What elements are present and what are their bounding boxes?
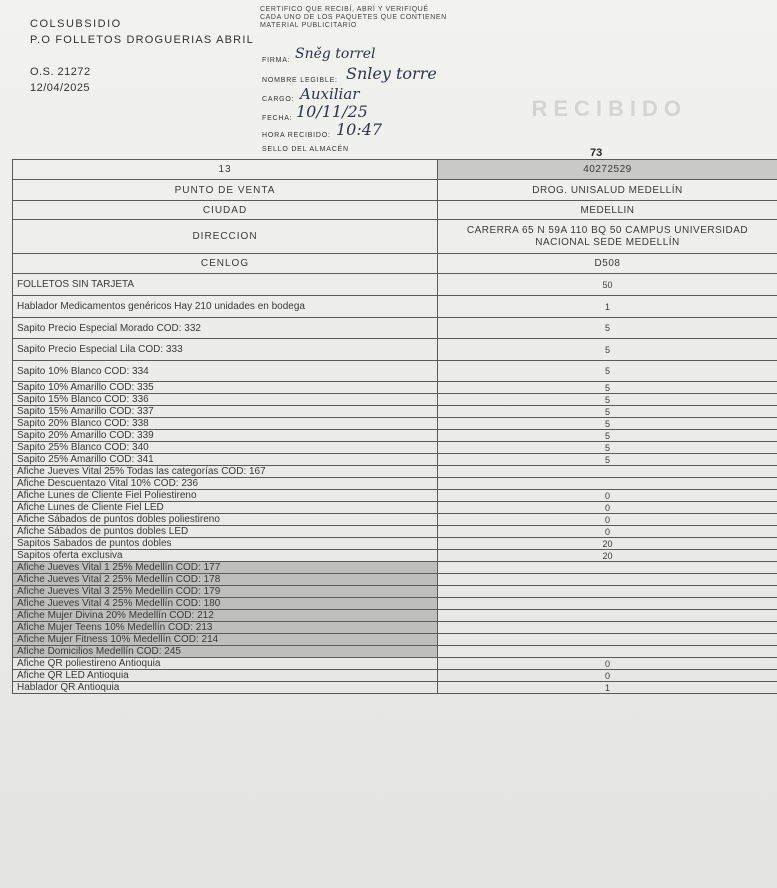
item-name: Sapito 25% Amarillo COD: 341 <box>13 454 438 466</box>
item-name: Afiche Sábados de puntos dobles LED <box>13 526 438 538</box>
nombre-label: NOMBRE LEGIBLE: <box>262 77 338 84</box>
table-row <box>13 658 777 670</box>
item-name: Afiche QR LED Antioquia <box>13 670 438 682</box>
item-quantity: 50 <box>438 274 777 296</box>
table-row <box>13 634 777 646</box>
item-quantity <box>438 478 777 490</box>
item-quantity: 5 <box>438 361 777 382</box>
certificate-text: CERTIFICO QUE RECIBÍ, ABRÍ Y VERIFIQUÉ CADA UNO DE LOS PAQUETES QUE CONTIENEN MATERIAL PUBLICITARIO <box>260 6 447 29</box>
item-name: Sapito 20% Amarillo COD: 339 <box>13 430 438 442</box>
info-row <box>13 160 777 180</box>
page-number: 73 <box>590 147 603 159</box>
item-name: Sapito 10% Blanco COD: 334 <box>13 361 438 382</box>
info-key: 13 <box>13 160 438 180</box>
table-row <box>13 562 777 574</box>
cargo-value: Auxiliar <box>300 85 360 103</box>
item-name: Afiche Jueves Vital 3 25% Medellín COD: 179 <box>13 586 438 598</box>
info-row <box>13 254 777 274</box>
item-quantity: 5 <box>438 339 777 361</box>
item-quantity: 5 <box>438 406 777 418</box>
firma-signature: Sněg torrel <box>295 46 376 62</box>
item-quantity: 0 <box>438 502 777 514</box>
table-row <box>13 361 777 382</box>
item-quantity <box>438 646 777 658</box>
item-quantity <box>438 586 777 598</box>
item-name: Afiche Jueves Vital 25% Todas las categorías COD: 167 <box>13 466 438 478</box>
table-row <box>13 574 777 586</box>
item-quantity: 0 <box>438 490 777 502</box>
info-key: PUNTO DE VENTA <box>13 180 438 201</box>
table-row <box>13 318 777 339</box>
table-row <box>13 586 777 598</box>
item-name: Afiche Sábados de puntos dobles poliestireno <box>13 514 438 526</box>
table-row <box>13 394 777 406</box>
item-quantity <box>438 574 777 586</box>
item-name: Sapito 25% Blanco COD: 340 <box>13 442 438 454</box>
table-row <box>13 514 777 526</box>
item-name: Sapito 20% Blanco COD: 338 <box>13 418 438 430</box>
item-name: Sapito 15% Amarillo COD: 337 <box>13 406 438 418</box>
table-row <box>13 478 777 490</box>
item-quantity: 5 <box>438 418 777 430</box>
item-quantity: 20 <box>438 550 777 562</box>
info-value: DROG. UNISALUD MEDELLÍN <box>438 180 777 201</box>
company-name: COLSUBSIDIO <box>30 18 122 30</box>
item-quantity <box>438 610 777 622</box>
item-name: Afiche Mujer Fitness 10% Medellín COD: 214 <box>13 634 438 646</box>
sello-label: SELLO DEL ALMACÉN <box>262 146 349 153</box>
table-row <box>13 538 777 550</box>
fecha-value: 10/11/25 <box>296 102 368 121</box>
item-name: Afiche Lunes de Cliente Fiel LED <box>13 502 438 514</box>
info-value: D508 <box>438 254 777 274</box>
nombre-value: Snley torre <box>346 64 437 83</box>
info-row <box>13 180 777 201</box>
item-name: Sapito 15% Blanco COD: 336 <box>13 394 438 406</box>
item-quantity: 0 <box>438 526 777 538</box>
table-row <box>13 442 777 454</box>
item-name: Hablador QR Antioquia <box>13 682 438 694</box>
table-row <box>13 610 777 622</box>
item-name: FOLLETOS SIN TARJETA <box>13 274 438 296</box>
firma-label: FIRMA: <box>262 57 291 64</box>
item-name: Afiche Lunes de Cliente Fiel Poliestireno <box>13 490 438 502</box>
item-quantity: 0 <box>438 514 777 526</box>
item-name: Sapito Precio Especial Lila COD: 333 <box>13 339 438 361</box>
store-name: P.O FOLLETOS DROGUERIAS ABRIL <box>30 34 254 46</box>
order-number: O.S. 21272 <box>30 66 91 78</box>
info-key: CIUDAD <box>13 201 438 220</box>
table-row <box>13 646 777 658</box>
item-name: Afiche Jueves Vital 1 25% Medellín COD: 177 <box>13 562 438 574</box>
info-value: CARERRA 65 N 59A 110 BQ 50 CAMPUS UNIVERSIDAD NACIONAL SEDE MEDELLÍN <box>438 220 777 254</box>
table-row <box>13 670 777 682</box>
table-row <box>13 418 777 430</box>
table-row <box>13 490 777 502</box>
info-row <box>13 220 777 254</box>
table-row <box>13 430 777 442</box>
fecha-label: FECHA: <box>262 115 293 122</box>
item-name: Afiche Descuentazo Vital 10% COD: 236 <box>13 478 438 490</box>
hora-value: 10:47 <box>336 120 383 139</box>
item-quantity: 0 <box>438 658 777 670</box>
item-quantity <box>438 634 777 646</box>
item-quantity: 5 <box>438 430 777 442</box>
table-row <box>13 502 777 514</box>
item-name: Afiche QR poliestireno Antioquia <box>13 658 438 670</box>
table-row <box>13 406 777 418</box>
item-name: Hablador Medicamentos genéricos Hay 210 unidades en bodega <box>13 296 438 318</box>
info-value: MEDELLIN <box>438 201 777 220</box>
table-row <box>13 296 777 318</box>
table-row <box>13 382 777 394</box>
table-row <box>13 454 777 466</box>
item-name: Sapito 10% Amarillo COD: 335 <box>13 382 438 394</box>
table-row <box>13 682 777 694</box>
item-quantity <box>438 622 777 634</box>
table-row <box>13 550 777 562</box>
hora-label: HORA RECIBIDO: <box>262 132 331 139</box>
table-row <box>13 466 777 478</box>
delivery-table <box>12 159 777 694</box>
item-quantity: 1 <box>438 296 777 318</box>
item-name: Afiche Mujer Divina 20% Medellín COD: 212 <box>13 610 438 622</box>
item-quantity: 5 <box>438 318 777 339</box>
table-row <box>13 526 777 538</box>
item-name: Sapitos Sabados de puntos dobles <box>13 538 438 550</box>
table-row <box>13 274 777 296</box>
item-quantity <box>438 562 777 574</box>
item-quantity: 5 <box>438 442 777 454</box>
order-date: 12/04/2025 <box>30 82 91 94</box>
table-row <box>13 598 777 610</box>
item-quantity: 5 <box>438 394 777 406</box>
info-value: 40272529 <box>438 160 777 180</box>
info-key: DIRECCION <box>13 220 438 254</box>
item-name: Afiche Domicilios Medellín COD: 245 <box>13 646 438 658</box>
item-quantity: 5 <box>438 454 777 466</box>
item-name: Afiche Jueves Vital 4 25% Medellín COD: 180 <box>13 598 438 610</box>
item-name: Sapito Precio Especial Morado COD: 332 <box>13 318 438 339</box>
item-name: Sapitos oferta exclusiva <box>13 550 438 562</box>
table-row <box>13 622 777 634</box>
item-quantity <box>438 466 777 478</box>
received-stamp: RECIBIDO <box>531 96 687 121</box>
table-row <box>13 339 777 361</box>
info-row <box>13 201 777 220</box>
item-quantity <box>438 598 777 610</box>
item-quantity: 1 <box>438 682 777 694</box>
info-key: CENLOG <box>13 254 438 274</box>
item-name: Afiche Jueves Vital 2 25% Medellín COD: 178 <box>13 574 438 586</box>
item-name: Afiche Mujer Teens 10% Medellín COD: 213 <box>13 622 438 634</box>
cargo-label: CARGO: <box>262 96 295 103</box>
item-quantity: 5 <box>438 382 777 394</box>
item-quantity: 0 <box>438 670 777 682</box>
item-quantity: 20 <box>438 538 777 550</box>
